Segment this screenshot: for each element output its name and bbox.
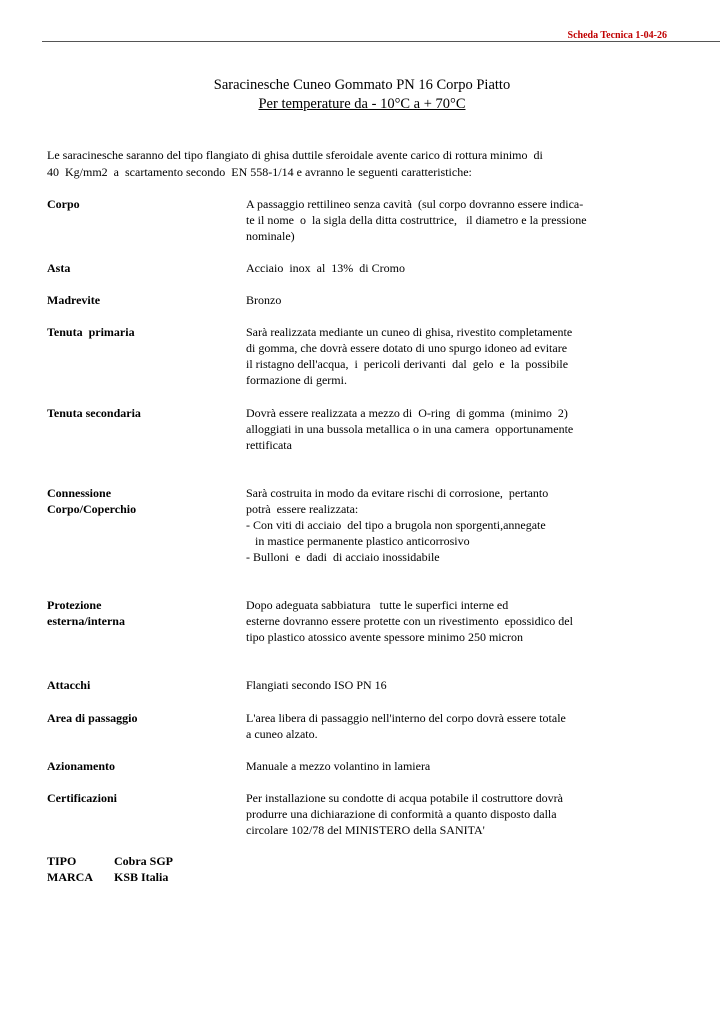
- spec-label: [47, 677, 90, 693]
- spec-label: [47, 597, 125, 629]
- spec-value-line: Bronzo: [246, 293, 282, 307]
- spec-value-line: A passaggio rettilineo senza cavità (sul corpo dovranno essere indica-: [246, 197, 584, 211]
- spec-value-line: Flangiati secondo ISO PN 16: [246, 678, 387, 692]
- spec-label: [47, 260, 70, 276]
- spec-label-line: Area di passaggio: [47, 711, 138, 725]
- document-reference: Scheda Tecnica 1-04-26: [567, 30, 667, 41]
- spec-value: [246, 196, 606, 244]
- spec-value-line: Dovrà essere realizzata a mezzo di O-ring di gomma (minimo 2): [246, 406, 568, 420]
- spec-label-line: esterna/interna: [47, 614, 125, 628]
- spec-value-line: - Bulloni e dadi di acciaio inossidabile: [246, 550, 440, 564]
- spec-value: [246, 292, 606, 308]
- spec-value: [246, 260, 606, 276]
- spec-value: [246, 677, 606, 693]
- spec-value-line: rettificata: [246, 438, 292, 452]
- spec-value-line: L'area libera di passaggio nell'interno del corpo dovrà essere totale: [246, 711, 566, 725]
- spec-value-line: te il nome o la sigla della ditta costruttrice, il diametro e la pressione: [246, 213, 587, 227]
- spec-label: [47, 292, 100, 308]
- spec-label: [47, 710, 137, 726]
- spec-value-line: il ristagno dell'acqua, i pericoli derivanti dal gelo e la possibile: [246, 357, 569, 371]
- spec-label-line: Corpo/Coperchio: [47, 502, 137, 516]
- product-type-row: [47, 853, 173, 869]
- spec-value: [246, 710, 606, 742]
- spec-value-line: a cuneo alzato.: [246, 727, 318, 741]
- spec-value: [246, 597, 606, 645]
- spec-value-line: tipo plastico atossico avente spessore minimo 250 micron: [246, 630, 523, 644]
- spec-value-line: Sarà realizzata mediante un cuneo di ghisa, rivestito completamente: [246, 325, 573, 339]
- spec-value-line: in mastice permanente plastico anticorrosivo: [246, 534, 470, 548]
- spec-value-line: nominale): [246, 229, 295, 243]
- spec-value-line: produrre una dichiarazione di conformità a quanto disposto dalla: [246, 807, 557, 821]
- spec-value-line: Dopo adeguata sabbiatura tutte le superfici interne ed: [246, 598, 509, 612]
- spec-label-line: Asta: [47, 261, 71, 275]
- header-divider: [42, 41, 720, 42]
- spec-value: [246, 324, 606, 388]
- product-info: [47, 853, 173, 885]
- spec-label-line: Protezione: [47, 598, 102, 612]
- spec-value-line: circolare 102/78 del MINISTERO della SANITA': [246, 823, 485, 837]
- intro-line: 40 Kg/mm2 a scartamento secondo EN 558-1/14 e avranno le seguenti caratteristiche:: [47, 165, 472, 179]
- spec-label-line: Tenuta primaria: [47, 325, 135, 339]
- title-line-1: Saracinesche Cuneo Gommato PN 16 Corpo Piatto: [213, 77, 511, 93]
- spec-label: [47, 324, 135, 340]
- product-brand-value: KSB Italia: [114, 870, 169, 884]
- spec-value-line: esterne dovranno essere protette con un rivestimento epossidico del: [246, 614, 573, 628]
- spec-label-line: Tenuta secondaria: [47, 406, 141, 420]
- spec-value: [246, 485, 606, 565]
- spec-label: [47, 405, 141, 421]
- spec-label-line: Attacchi: [47, 678, 91, 692]
- spec-label-line: Madrevite: [47, 293, 101, 307]
- spec-value-line: - Con viti di acciaio del tipo a brugola non sporgenti,annegate: [246, 518, 546, 532]
- spec-label: [47, 485, 136, 517]
- spec-label-line: Certificazioni: [47, 791, 117, 805]
- spec-label-line: Azionamento: [47, 759, 115, 773]
- spec-value-line: alloggiati in una bussola metallica o in una camera opportunamente: [246, 422, 574, 436]
- title-line-2: Per temperature da - 10°C a + 70°C: [258, 96, 466, 112]
- product-type-value: Cobra SGP: [114, 854, 174, 868]
- spec-label-line: Connessione: [47, 486, 112, 500]
- intro-paragraph: [47, 147, 607, 181]
- spec-value-line: Sarà costruita in modo da evitare rischi di corrosione, pertanto: [246, 486, 549, 500]
- spec-label: [47, 790, 117, 806]
- product-brand-row: [47, 869, 173, 885]
- spec-value: [246, 758, 606, 774]
- spec-value-line: formazione di germi.: [246, 373, 347, 387]
- spec-label: [47, 758, 115, 774]
- intro-line: Le saracinesche saranno del tipo flangiato di ghisa duttile sferoidale avente carico di rottura minimo di: [47, 148, 543, 162]
- product-brand-key: MARCA: [47, 870, 93, 884]
- spec-value: [246, 405, 606, 453]
- spec-value-line: Manuale a mezzo volantino in lamiera: [246, 759, 431, 773]
- spec-value-line: Per installazione su condotte di acqua potabile il costruttore dovrà: [246, 791, 563, 805]
- document-title: [0, 76, 724, 114]
- product-type-key: TIPO: [47, 854, 77, 868]
- spec-label-line: Corpo: [47, 197, 80, 211]
- spec-value-line: di gomma, che dovrà essere dotato di uno spurgo idoneo ad evitare: [246, 341, 568, 355]
- spec-label: [47, 196, 80, 212]
- spec-value-line: Acciaio inox al 13% di Cromo: [246, 261, 405, 275]
- spec-value: [246, 790, 606, 838]
- spec-value-line: potrà essere realizzata:: [246, 502, 359, 516]
